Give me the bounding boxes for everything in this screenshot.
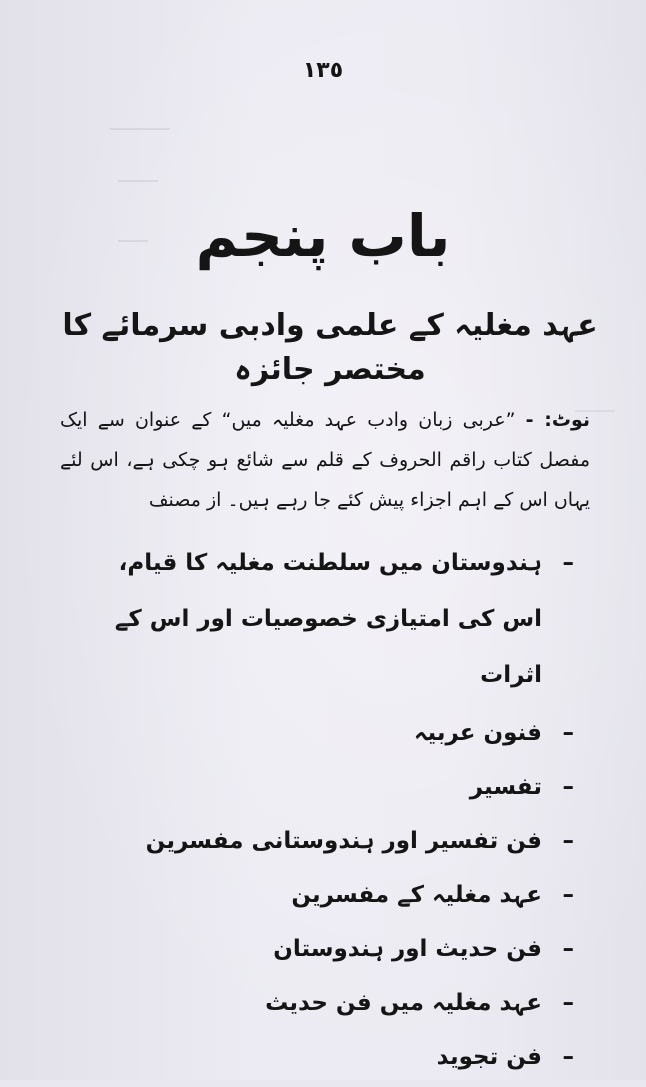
dash-bullet: –	[562, 882, 574, 908]
list-item	[114, 1033, 574, 1081]
chapter-subtitle: عہد مغلیہ کے علمی وادبی سرمائے کا مختصر جائزہ	[62, 308, 598, 387]
dash-bullet: –	[562, 936, 574, 962]
list-item	[114, 817, 574, 865]
list-item	[114, 535, 574, 703]
list-item	[114, 709, 574, 757]
dash-bullet: –	[562, 990, 574, 1016]
chapter-title: باب پنجم	[195, 202, 451, 270]
dash-bullet: –	[562, 1044, 574, 1070]
note-label: نوٹ: -	[525, 409, 590, 431]
list-item-text: تفسیر	[469, 774, 542, 800]
list-item	[114, 871, 574, 919]
list-item-text: عہد مغلیہ کے مفسرین	[291, 882, 542, 908]
page-number: ١٣٥	[302, 58, 344, 83]
list-item	[114, 925, 574, 973]
dash-bullet: –	[562, 828, 574, 854]
list-item	[114, 979, 574, 1027]
dash-bullet: –	[562, 774, 574, 800]
dash-bullet: –	[562, 720, 574, 746]
dash-bullet: –	[562, 550, 574, 576]
topics-list	[114, 535, 574, 1087]
note-text: ”عربی زبان وادب عہد مغلیہ میں“ کے عنوان سے ایک مفصل کتاب راقم الحروف کے قلم سے شائع ہو چکی ہے، اس لئے یہاں اس کے اہم اجزاء پیش کئے جا رہے ہیں۔ از مصنف	[60, 409, 590, 511]
list-item-text: ہندوستان میں سلطنت مغلیہ کا قیام، اس کی امتیازی خصوصیات اور اس کے اثرات	[114, 550, 542, 688]
list-item	[114, 763, 574, 811]
list-item-text: فن تفسیر اور ہندوستانی مفسرین	[145, 828, 542, 854]
bleed-through-mark	[118, 180, 158, 182]
list-item-text: فنون عربیہ	[413, 720, 542, 746]
author-note	[60, 400, 590, 520]
list-item-text: فن حدیث اور ہندوستان	[273, 936, 542, 962]
bleed-through-mark	[110, 128, 170, 130]
list-item-text: عہد مغلیہ میں فن حدیث	[265, 990, 542, 1016]
list-item-text: فن تجوید	[436, 1044, 542, 1070]
